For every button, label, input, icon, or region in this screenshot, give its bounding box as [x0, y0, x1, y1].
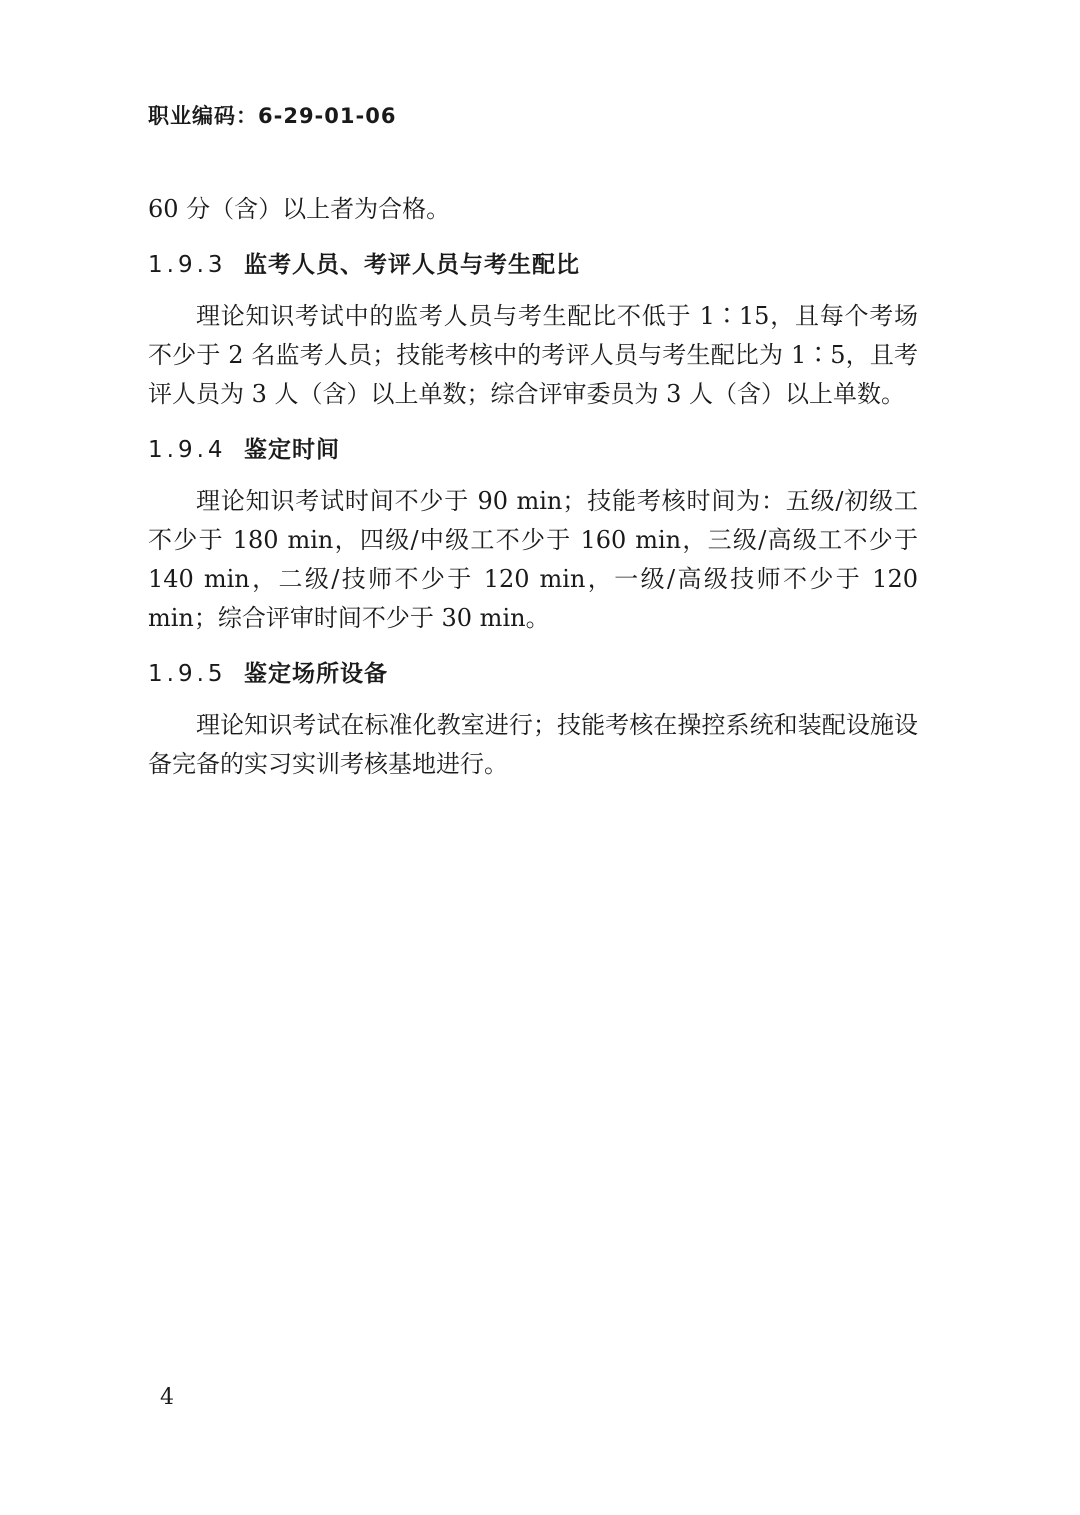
section-paragraph-1-9-3: 理论知识考试中的监考人员与考生配比不低于 1∶15，且每个考场不少于 2 名监考人员；技能考核中的考评人员与考生配比为 1∶5，且考评人员为 3 人（含）以上单数；综合评审委员为 3 人（含）以上单数。: [148, 302, 918, 408]
occupation-code-header: 职业编码：6-29-01-06: [148, 104, 397, 128]
section-number: 1.9.5: [148, 661, 227, 687]
section-title: 鉴定场所设备: [244, 661, 388, 687]
section-number: 1.9.3: [148, 252, 227, 278]
intro-paragraph: 60 分（含）以上者为合格。: [148, 195, 451, 223]
section-heading-1-9-5: [148, 656, 918, 692]
section-number: 1.9.4: [148, 437, 227, 463]
section-title: 监考人员、考评人员与考生配比: [244, 252, 580, 278]
section-title: 鉴定时间: [244, 437, 340, 463]
page-number: 4: [160, 1385, 174, 1410]
page-content: [148, 190, 918, 784]
section-paragraph-1-9-4: 理论知识考试时间不少于 90 min；技能考核时间为：五级/初级工不少于 180 min，四级/中级工不少于 160 min，三级/高级工不少于 140 min，二级/技师不少于 120 min，一级/高级技师不少于 120 min；综合评审时间不少于 30 min。: [148, 487, 918, 632]
section-heading-1-9-4: [148, 432, 918, 468]
section-paragraph-1-9-5: 理论知识考试在标准化教室进行；技能考核在操控系统和装配设施设备完备的实习实训考核基地进行。: [148, 711, 918, 778]
section-heading-1-9-3: [148, 247, 918, 283]
